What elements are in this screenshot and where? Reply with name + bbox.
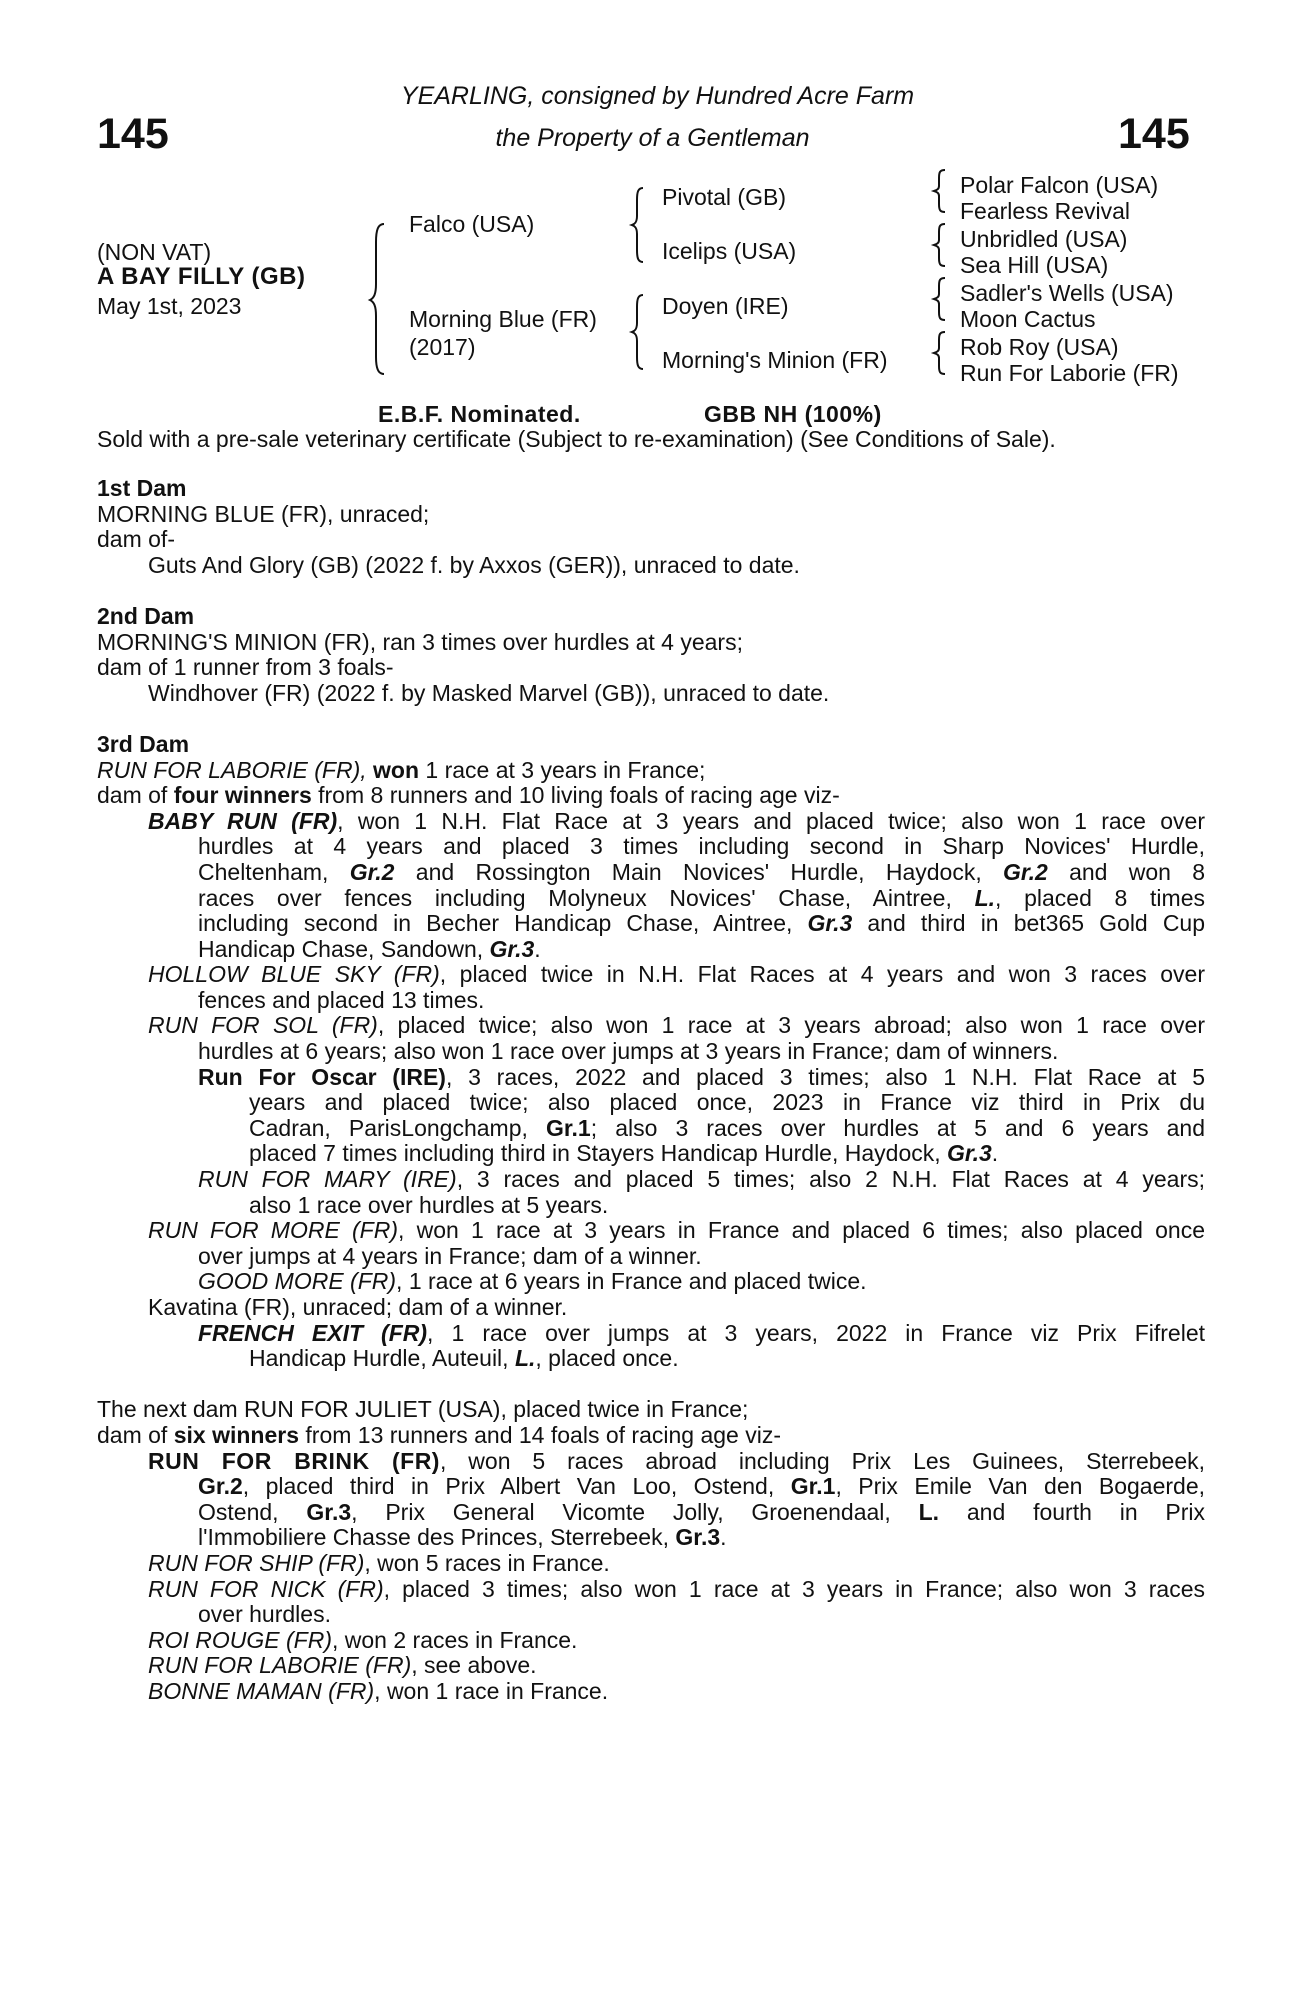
pedigree-gen4-7: Rob Roy (USA)	[960, 334, 1119, 360]
produce-run-for-more: RUN FOR MORE (FR), won 1 race at 3 years in France and placed 6 times; also placed once	[148, 1217, 1206, 1244]
produce-run-for-nick: RUN FOR NICK (FR), placed 3 times; also won 1 race at 3 years in France; also won 3 races	[148, 1575, 1205, 1602]
vat-status: (NON VAT)	[97, 239, 212, 265]
produce-line: l'Immobiliere Chasse des Princes, Sterrebeek, Gr.3.	[198, 1524, 727, 1551]
pedigree-bracket-gen2	[368, 222, 392, 377]
pedigree-gen4-3: Unbridled (USA)	[960, 226, 1128, 252]
third-dam-line: dam of four winners from 8 runners and 10 living foals of racing age viz-	[97, 782, 840, 809]
produce-line: races over fences including Molyneux Novices' Chase, Aintree, L., placed 8 times	[198, 884, 1205, 911]
pedigree-gen4-8: Run For Laborie (FR)	[960, 360, 1179, 386]
next-dam-line: The next dam RUN FOR JULIET (USA), placed twice in France;	[97, 1396, 749, 1423]
horse-name: A BAY FILLY (GB)	[97, 263, 306, 290]
produce-line: Cheltenham, Gr.2 and Rossington Main Novices' Hurdle, Haydock, Gr.2 and won 8	[198, 858, 1206, 885]
pedigree-dam-year: (2017)	[409, 334, 476, 360]
first-dam-line: MORNING BLUE (FR), unraced;	[97, 500, 430, 527]
produce-line: Ostend, Gr.3, Prix General Vicomte Jolly, Groenendaal, L. and fourth in Prix	[198, 1498, 1206, 1525]
produce-run-for-ship: RUN FOR SHIP (FR), won 5 races in France.	[148, 1549, 610, 1576]
pedigree-gen3-3: Doyen (IRE)	[662, 293, 789, 319]
second-dam-line: MORNING'S MINION (FR), ran 3 times over hurdles at 4 years;	[97, 628, 743, 655]
produce-line: fences and placed 13 times.	[198, 986, 485, 1013]
produce-line: placed 7 times including third in Stayers Handicap Hurdle, Haydock, Gr.3.	[249, 1140, 999, 1167]
pedigree-bracket-sire	[630, 186, 646, 264]
pedigree-gen4-6: Moon Cactus	[960, 306, 1096, 332]
pedigree-bracket-g4-1	[932, 168, 948, 214]
lot-number-left: 145	[97, 110, 169, 158]
produce-good-more: GOOD MORE (FR), 1 race at 6 years in France and placed twice.	[198, 1268, 867, 1295]
second-dam-line: dam of 1 runner from 3 foals-	[97, 654, 394, 681]
pedigree-bracket-g4-2	[932, 222, 948, 268]
pedigree-sire: Falco (USA)	[409, 211, 535, 237]
first-dam-produce: Guts And Glory (GB) (2022 f. by Axxos (GER)), unraced to date.	[148, 551, 800, 578]
pedigree-gen4-2: Fearless Revival	[960, 198, 1130, 224]
produce-line: Cadran, ParisLongchamp, Gr.1; also 3 races over hurdles at 5 and 6 years and	[249, 1114, 1206, 1141]
produce-roi-rouge: ROI ROUGE (FR), won 2 races in France.	[148, 1626, 578, 1653]
produce-run-for-brink: RUN FOR BRINK (FR), won 5 races abroad including Prix Les Guinees, Sterrebeek,	[148, 1447, 1206, 1474]
produce-french-exit: FRENCH EXIT (FR), 1 race over jumps at 3 years, 2022 in France viz Prix Fifrelet	[198, 1319, 1206, 1346]
produce-bonne-maman: BONNE MAMAN (FR), won 1 race in France.	[148, 1677, 609, 1704]
pedigree-bracket-g4-4	[932, 330, 948, 376]
produce-hollow-blue-sky: HOLLOW BLUE SKY (FR), placed twice in N.H. Flat Races at 4 years and won 3 races over	[148, 961, 1205, 988]
first-dam-heading: 1st Dam	[97, 475, 187, 501]
ebf-nomination: E.B.F. Nominated.	[378, 401, 581, 427]
produce-line: hurdles at 4 years and placed 3 times including second in Sharp Novices' Hurdle,	[198, 833, 1205, 860]
produce-line: years and placed twice; also placed once, 2023 in France viz third in Prix du	[249, 1089, 1205, 1116]
produce-kavatina: Kavatina (FR), unraced; dam of a winner.	[148, 1294, 568, 1320]
produce-run-for-mary: RUN FOR MARY (IRE), 3 races and placed 5 times; also 2 N.H. Flat Races at 4 years;	[198, 1166, 1206, 1193]
pedigree-gen4-5: Sadler's Wells (USA)	[960, 280, 1174, 306]
first-dam-line: dam of-	[97, 526, 175, 553]
produce-line: over hurdles.	[198, 1601, 331, 1628]
vet-certificate-note: Sold with a pre-sale veterinary certificate (Subject to re-examination) (See Conditions of Sale).	[97, 426, 1056, 452]
produce-line: hurdles at 6 years; also won 1 race over jumps at 3 years in France; dam of winners.	[198, 1038, 1059, 1065]
pedigree-gen4-1: Polar Falcon (USA)	[960, 172, 1159, 198]
produce-line: also 1 race over hurdles at 5 years.	[249, 1191, 609, 1218]
produce-run-for-laborie: RUN FOR LABORIE (FR), see above.	[148, 1652, 537, 1679]
pedigree-bracket-dam	[630, 293, 646, 371]
second-dam-heading: 2nd Dam	[97, 602, 195, 629]
horse-dob: May 1st, 2023	[97, 293, 242, 319]
pedigree-bracket-g4-3	[932, 276, 948, 322]
third-dam-heading: 3rd Dam	[97, 730, 190, 757]
lot-number-right: 145	[1118, 110, 1190, 158]
next-dam-line: dam of six winners from 13 runners and 14 foals of racing age viz-	[97, 1421, 781, 1448]
pedigree-gen3-1: Pivotal (GB)	[662, 184, 786, 210]
pedigree-gen3-2: Icelips (USA)	[662, 238, 797, 264]
produce-line: over jumps at 4 years in France; dam of a winner.	[198, 1242, 702, 1269]
third-dam-line: RUN FOR LABORIE (FR), won 1 race at 3 years in France;	[97, 756, 706, 783]
consignor-line: YEARLING, consigned by Hundred Acre Farm	[400, 82, 915, 110]
produce-run-for-oscar: Run For Oscar (IRE), 3 races, 2022 and placed 3 times; also 1 N.H. Flat Race at 5	[198, 1063, 1205, 1090]
produce-line: Gr.2, placed third in Prix Albert Van Loo, Ostend, Gr.1, Prix Emile Van den Bogaerde,	[198, 1473, 1205, 1500]
pedigree-gen4-4: Sea Hill (USA)	[960, 252, 1109, 278]
property-line: the Property of a Gentleman	[495, 124, 810, 152]
produce-line: including second in Becher Handicap Chase, Aintree, Gr.3 and third in bet365 Gold Cup	[198, 910, 1206, 937]
second-dam-produce: Windhover (FR) (2022 f. by Masked Marvel (GB)), unraced to date.	[148, 679, 830, 706]
pedigree-dam: Morning Blue (FR)	[409, 306, 597, 332]
produce-line: Handicap Chase, Sandown, Gr.3.	[198, 935, 541, 962]
produce-run-for-sol: RUN FOR SOL (FR), placed twice; also won 1 race at 3 years abroad; also won 1 race over	[148, 1012, 1205, 1039]
produce-line: Handicap Hurdle, Auteuil, L., placed once.	[249, 1345, 679, 1372]
pedigree-gen3-4: Morning's Minion (FR)	[662, 347, 888, 373]
produce-baby-run: BABY RUN (FR), won 1 N.H. Flat Race at 3 years and placed twice; also won 1 race over	[148, 807, 1205, 834]
catalogue-body	[97, 476, 1205, 1705]
gbb-status: GBB NH (100%)	[704, 401, 882, 427]
